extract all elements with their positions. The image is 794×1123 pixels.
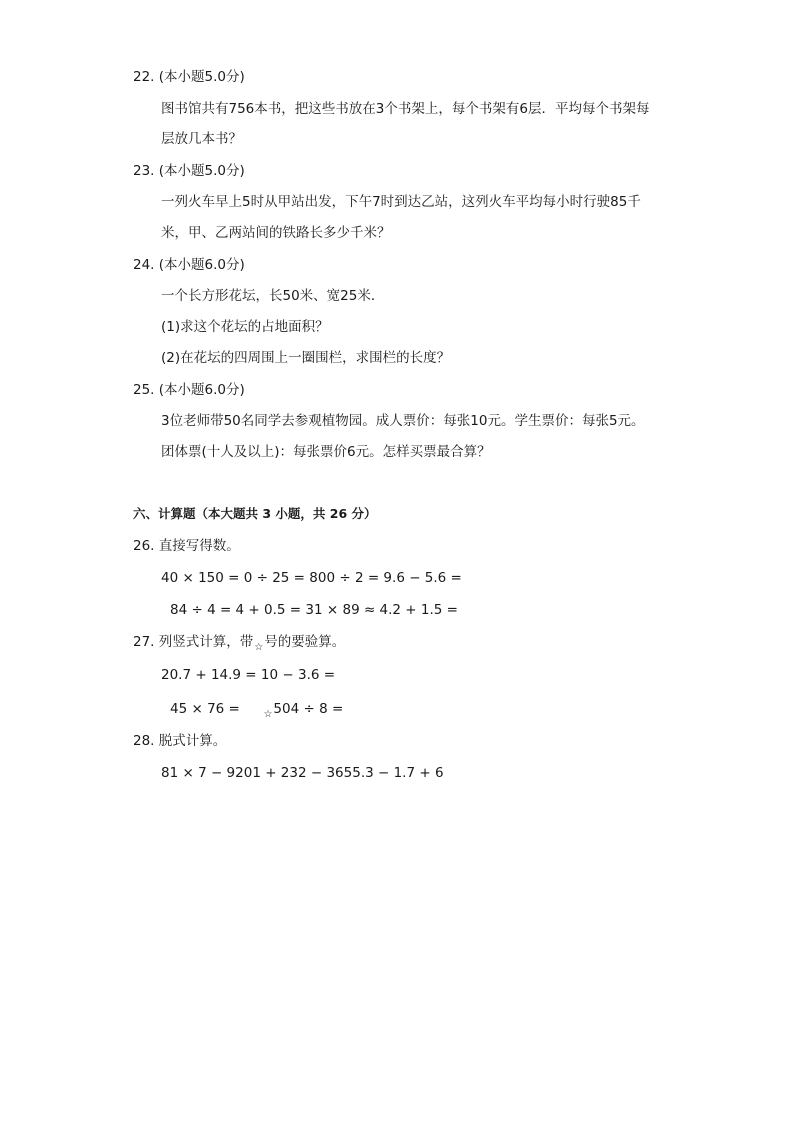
- question-title-before: 列竖式计算，带: [158, 634, 254, 650]
- question-22-line-2: 层放几本书？: [161, 131, 242, 147]
- question-score: (本小题6.0分): [158, 257, 245, 273]
- question-28-row-1: 81 × 7 − 9201 + 232 − 3655.3 − 1.7 + 6: [161, 765, 444, 781]
- star-icon: ☆: [263, 709, 273, 720]
- question-score: (本小题5.0分): [158, 163, 245, 179]
- question-number: 23.: [133, 163, 155, 179]
- question-number: 27.: [133, 634, 155, 650]
- question-title: 直接写得数。: [158, 538, 240, 554]
- question-score: (本小题5.0分): [158, 69, 245, 85]
- question-23-line-2: 米，甲、乙两站间的铁路长多少千米？: [161, 225, 391, 241]
- question-number: 26.: [133, 538, 155, 554]
- question-22-line-1: 图书馆共有756本书，把这些书放在3个书架上，每个书架有6层．平均每个书架每: [161, 101, 650, 117]
- question-27-row-1: 20.7 + 14.9 = 10 − 3.6 =: [161, 667, 336, 683]
- expression-divide: 504 ÷ 8 =: [273, 701, 344, 717]
- question-22-header: [133, 68, 245, 86]
- question-23-header: [133, 162, 245, 180]
- question-27-header: [133, 633, 345, 653]
- question-number: 25.: [133, 382, 155, 398]
- question-title: 脱式计算。: [158, 733, 227, 749]
- question-24-header: [133, 256, 245, 274]
- question-number: 22.: [133, 69, 155, 85]
- question-score: (本小题6.0分): [158, 382, 245, 398]
- question-24-line-3: (2)在花坛的四周围上一圈围栏，求围栏的长度？: [161, 350, 451, 366]
- question-number: 24.: [133, 257, 155, 273]
- expression-multiply: 45 × 76 =: [170, 701, 240, 717]
- question-23-line-1: 一列火车早上5时从甲站出发，下午7时到达乙站，这列火车平均每小时行驶85千: [161, 194, 641, 210]
- section-title: 六、计算题（本大题共 3 小题，共 26 分）: [133, 506, 377, 521]
- question-26-header: [133, 537, 240, 555]
- question-25-line-2: 团体票(十人及以上)：每张票价6元。怎样买票最合算？: [161, 444, 491, 460]
- question-26-row-2: 84 ÷ 4 = 4 + 0.5 = 31 × 89 ≈ 4.2 + 1.5 =: [170, 602, 458, 618]
- question-24-line-2: (1)求这个花坛的占地面积？: [161, 319, 329, 335]
- question-24-line-1: 一个长方形花坛，长50米、宽25米．: [161, 288, 385, 304]
- question-27-row-2: [170, 700, 343, 720]
- question-25-header: [133, 381, 245, 399]
- question-25-line-1: 3位老师带50名同学去参观植物园。成人票价：每张10元。学生票价：每张5元。: [161, 413, 645, 429]
- question-number: 28.: [133, 733, 155, 749]
- question-26-row-1: 40 × 150 = 0 ÷ 25 = 800 ÷ 2 = 9.6 − 5.6 =: [161, 570, 462, 586]
- star-icon: ☆: [254, 642, 264, 653]
- question-title-after: 号的要验算。: [264, 634, 346, 650]
- question-28-header: [133, 732, 226, 750]
